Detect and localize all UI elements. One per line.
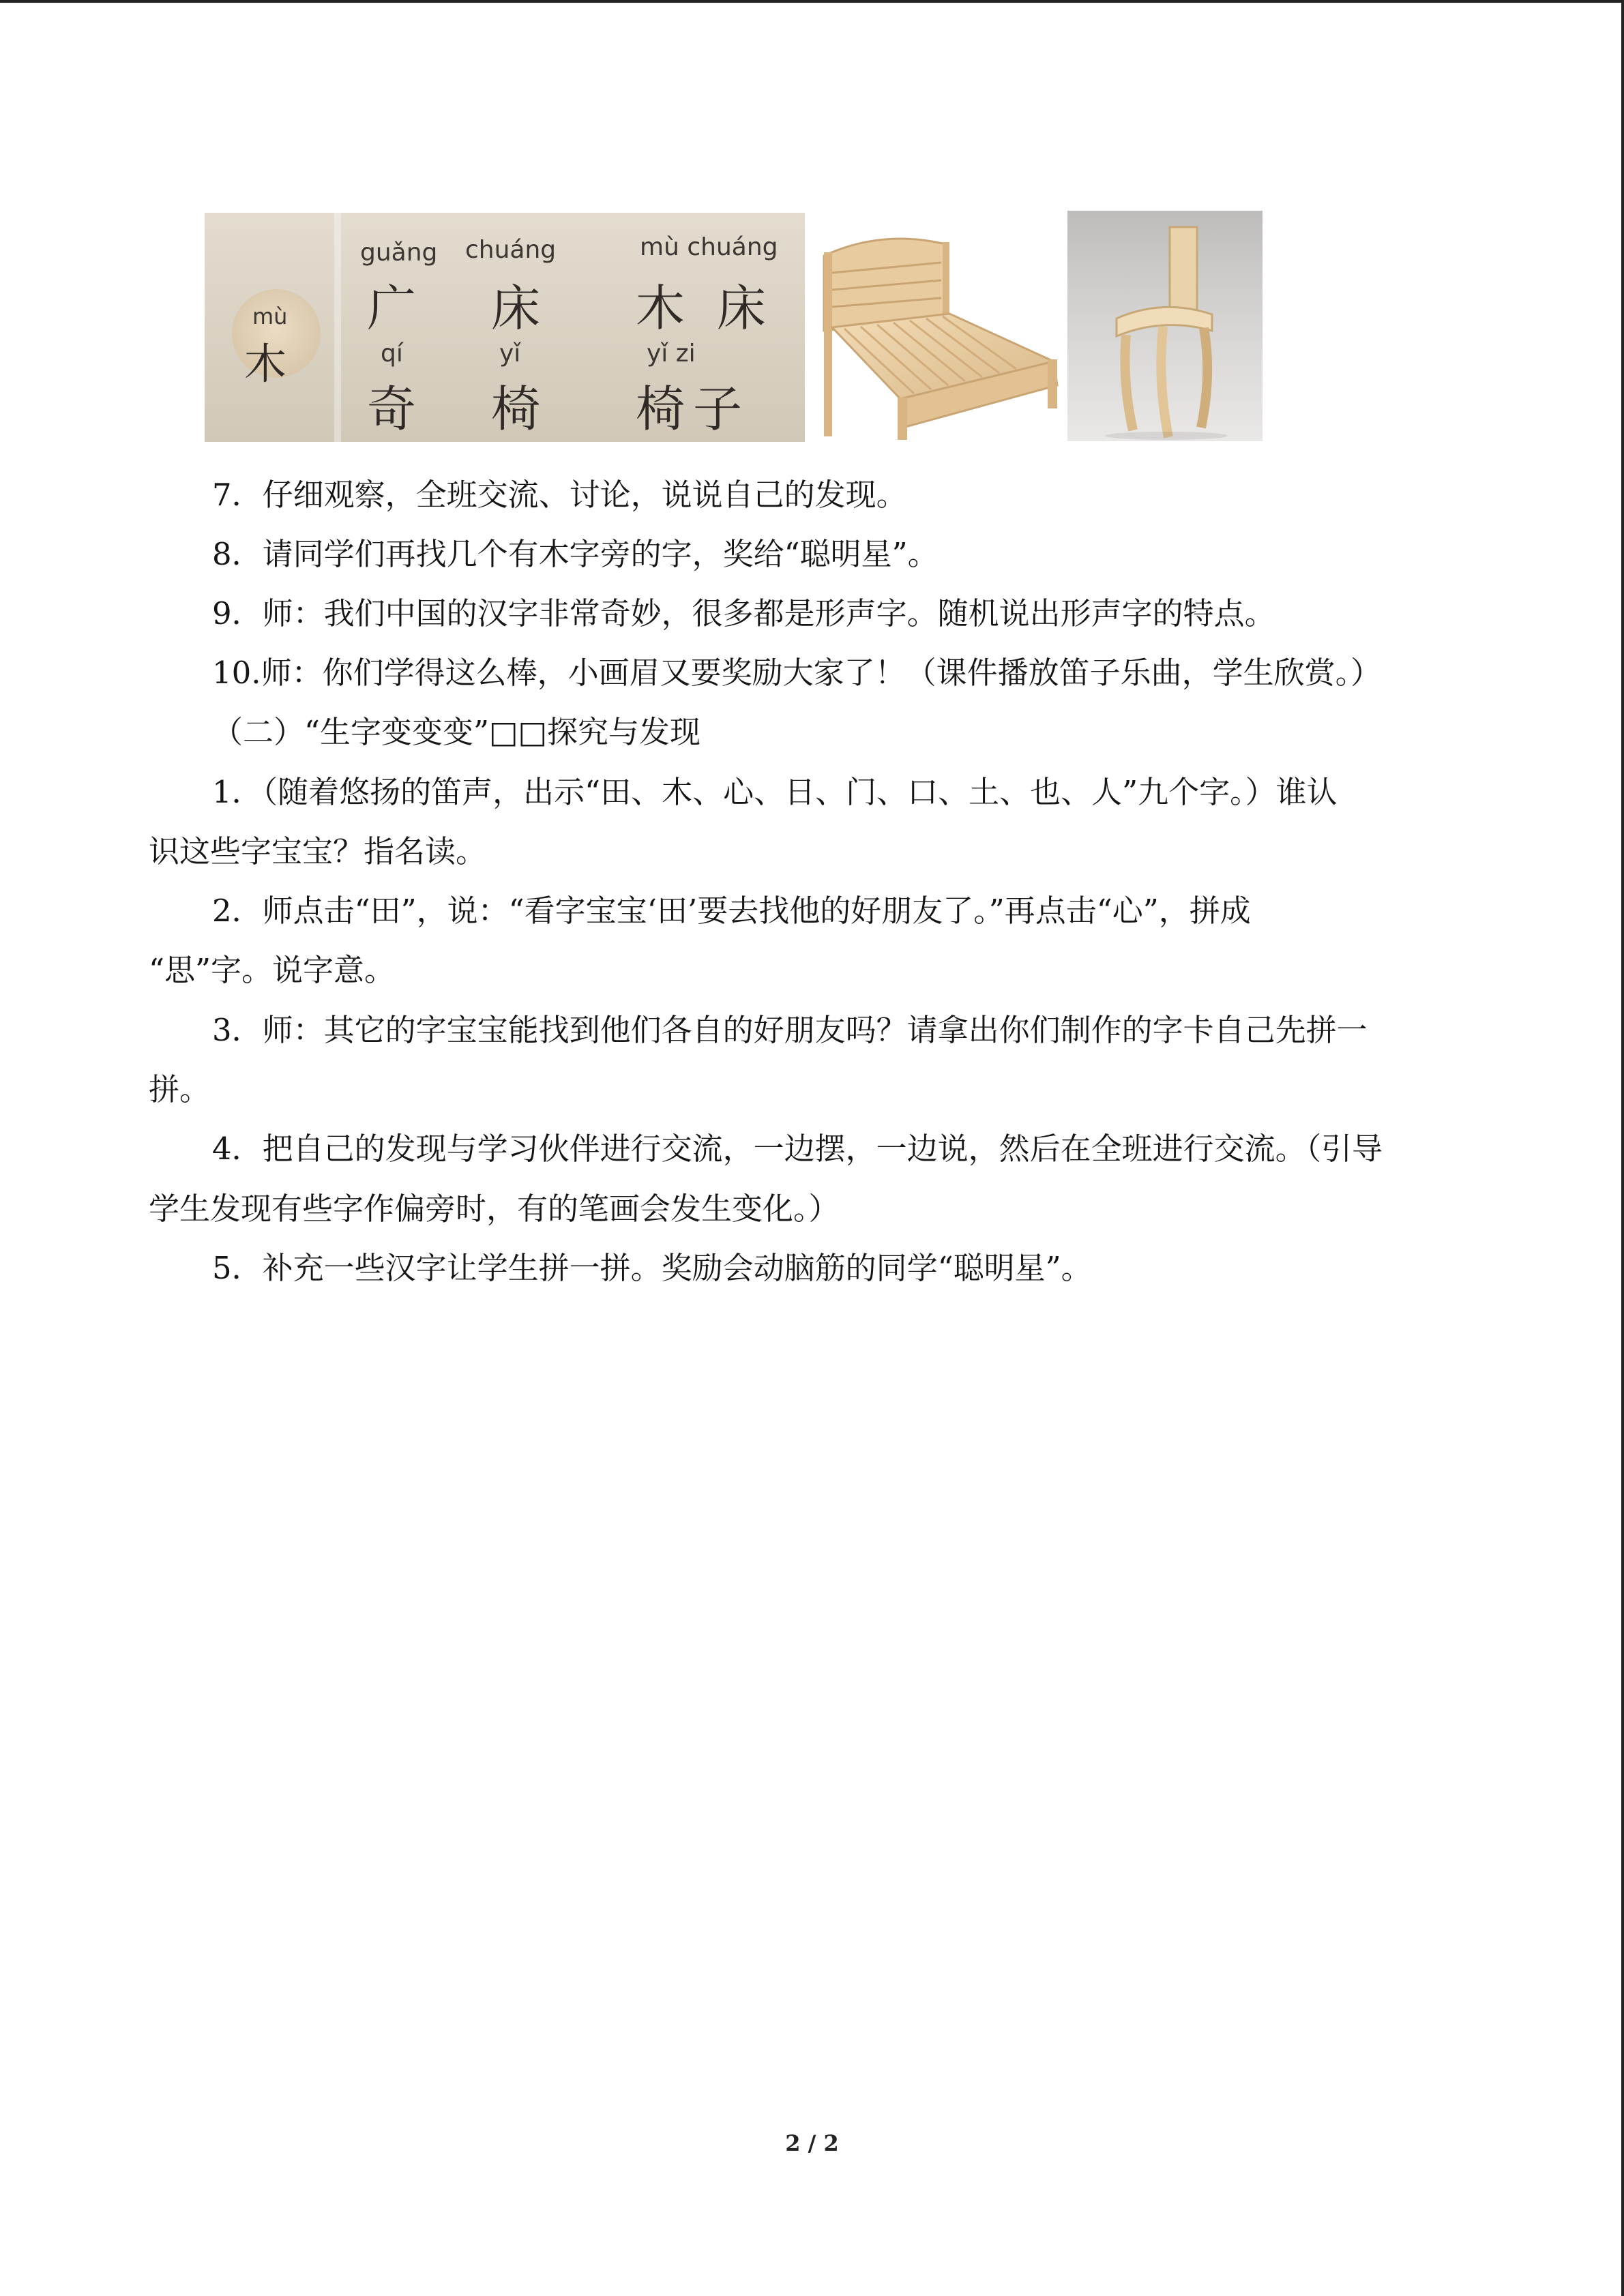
row2-pinyin-2: yǐ (499, 340, 521, 368)
step-3-line-2: 拼。 (149, 1071, 211, 1107)
step-5: 5．补充一些汉字让学生拼一拼。奖励会动脑筋的同学“聪明星”。 (212, 1250, 1092, 1286)
wooden-bed-photo (818, 215, 1064, 441)
row1-pinyin-1: guǎng (360, 239, 438, 267)
row2-char-2: 椅 (491, 381, 549, 438)
row2-pinyin-3: yǐ zi (647, 340, 696, 368)
row1-char-1: 广 (367, 280, 425, 337)
row1-char-3: 木 床 (636, 280, 774, 337)
row1-pinyin-3: mù chuáng (640, 233, 778, 261)
pinyin-card-photo (205, 213, 805, 442)
section-heading-2: （二）“生字变变变”□□探究与发现 (212, 714, 701, 750)
right-border (1621, 0, 1624, 2296)
paragraph-10: 10.师：你们学得这么棒，小画眉又要奖励大家了！（课件播放笛子乐曲，学生欣赏。） (212, 655, 1382, 691)
paragraph-7: 7．仔细观察，全班交流、讨论，说说自己的发现。 (212, 477, 907, 513)
badge-pinyin: mù (252, 303, 288, 329)
row2-char-1: 奇 (367, 381, 425, 438)
row1-pinyin-2: chuáng (465, 236, 557, 264)
step-4-line-1: 4．把自己的发现与学习伙伴进行交流，一边摆，一边说，然后在全班进行交流。（引导 (212, 1131, 1383, 1167)
step-1-line-2: 识这些字宝宝？指名读。 (149, 833, 487, 869)
top-border (0, 0, 1624, 3)
page-number: 2 / 2 (785, 2130, 839, 2156)
bed-illustration (818, 215, 1064, 441)
step-1-line-1: 1．（随着悠扬的笛声，出示“田、木、心、日、门、口、土、也、人”九个字。）谁认 (212, 774, 1338, 810)
badge-char: 木 (244, 339, 295, 389)
step-4-line-2: 学生发现有些字作偏旁时，有的笔画会发生变化。） (149, 1191, 840, 1227)
row2-char-3: 椅子 (636, 381, 751, 438)
step-2-line-2: “思”字。说字意。 (149, 952, 396, 988)
wooden-chair-photo (1067, 211, 1263, 441)
step-2-line-1: 2．师点击“田”，说：“看字宝宝‘田’要去找他的好朋友了。”再点击“心”，拼成 (212, 893, 1251, 929)
row2-pinyin-1: qí (381, 340, 403, 368)
step-3-line-1: 3．师：其它的字宝宝能找到他们各自的好朋友吗？请拿出你们制作的字卡自己先拼一 (212, 1012, 1368, 1048)
card-divider (334, 213, 341, 442)
paragraph-8: 8．请同学们再找几个有木字旁的字，奖给“聪明星”。 (212, 536, 939, 572)
chair-illustration (1067, 211, 1263, 441)
paragraph-9: 9．师：我们中国的汉字非常奇妙，很多都是形声字。随机说出形声字的特点。 (212, 595, 1275, 631)
row1-char-2: 床 (491, 280, 549, 337)
